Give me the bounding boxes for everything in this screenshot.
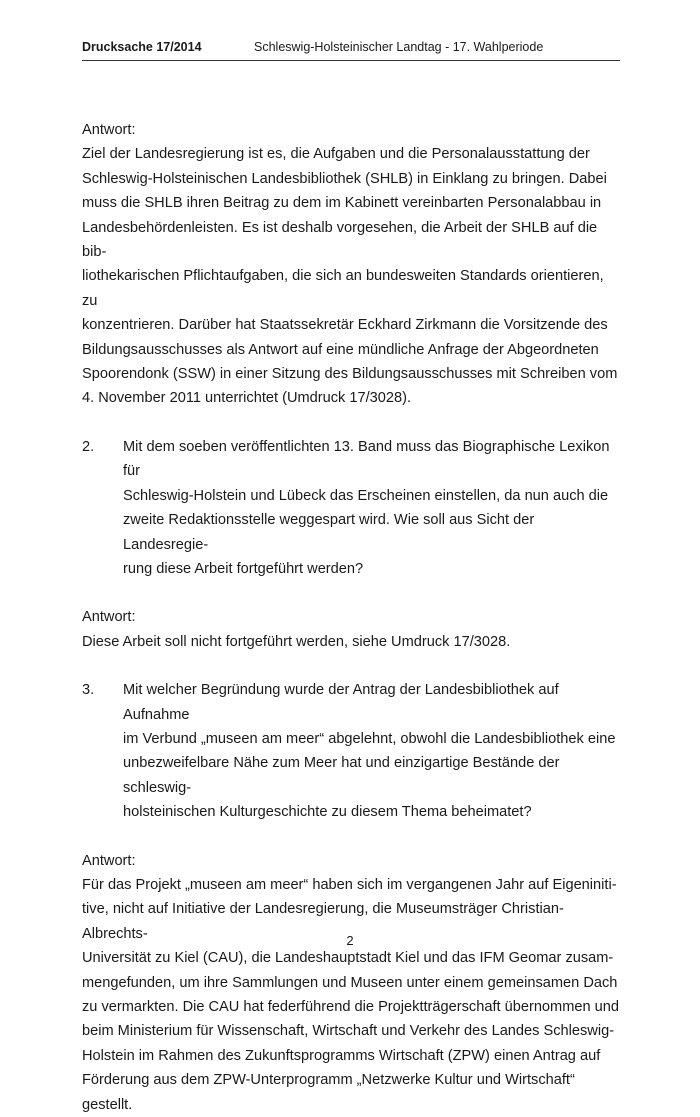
question-2 [82,435,622,581]
answer-line: tive, nicht auf Initiative der Landesregierung, die Museumsträger Christian-Albrechts- [82,901,564,942]
question-text [123,435,622,581]
question-line: Mit welcher Begründung wurde der Antrag der Landesbibliothek auf Aufnahme [123,682,559,723]
answer-line: zu vermarkten. Die CAU hat federführend die Projektträgerschaft übernommen und [82,999,619,1015]
question-line: unbezweifelbare Nähe zum Meer hat und einzigartige Bestände der schleswig- [123,755,560,796]
document-number: Drucksache 17/2014 [82,40,202,54]
question-line: holsteinischen Kulturgeschichte zu diesem Thema beheimatet? [123,804,532,821]
answer-line: 4. November 2011 unterrichtet (Umdruck 17/3028). [82,390,412,407]
answer-line: Universität zu Kiel (CAU), die Landeshauptstadt Kiel und das IFM Geomar zusam- [82,950,614,967]
answer-line: Ziel der Landesregierung ist es, die Aufgaben und die Personalausstattung der [82,146,590,163]
answer-line: Förderung aus dem ZPW-Unterprogramm „Netzwerke Kultur und Wirtschaft“ gestellt. [82,1072,575,1113]
answer-line: mengefunden, um ihre Sammlungen und Museen unter einem gemeinsamen Dach [82,974,618,991]
answer-label: Antwort: [82,122,136,138]
question-line: Mit dem soeben veröffentlichten 13. Band muss das Biographische Lexikon für [123,438,610,480]
question-line: zweite Redaktionsstelle weggespart wird. Wie soll aus Sicht der Landesregie- [123,512,535,553]
question-text [123,678,622,824]
answer-line: konzentrieren. Darüber hat Staatssekretär Eckhard Zirkmann die Vorsitzende des [82,317,608,334]
question-3 [82,678,622,824]
answer-line: liothekarischen Pflichtaufgaben, die sich an bundesweiten Standards orientieren, zu [82,268,604,309]
answer-line: beim Ministerium für Wissenschaft, Wirtschaft und Verkehr des Landes Schleswig- [82,1023,615,1040]
question-line: rung diese Arbeit fortgeführt werden? [123,560,364,577]
page-number: 2 [346,933,354,948]
parliament-title: Schleswig-Holsteinischer Landtag - 17. Wahlperiode [254,40,544,54]
page-header [82,36,620,61]
answer-line: muss die SHLB ihren Beitrag zu dem im Kabinett vereinbarten Personalabbau in [82,195,602,212]
answer-1 [82,142,622,410]
answer-line: Bildungsausschusses als Antwort auf eine mündliche Anfrage der Abgeordneten [82,341,599,358]
answer-line: Für das Projekt „museen am meer“ haben sich im vergangenen Jahr auf Eigeniniti- [82,876,617,893]
answer-line: Spoorendonk (SSW) in einer Sitzung des Bildungsausschusses mit Schreiben vom [82,366,618,383]
document-body [82,118,622,1117]
answer-label: Antwort: [82,609,136,626]
answer-2: Diese Arbeit soll nicht fortgeführt werden, siehe Umdruck 17/3028. [82,633,511,650]
question-number: 2. [82,438,95,455]
answer-line: Landesbehördenleisten. Es ist deshalb vorgesehen, die Arbeit der SHLB auf die bib- [82,219,598,261]
answer-3 [82,873,622,1117]
question-number: 3. [82,682,95,699]
answer-line: Schleswig-Holsteinischen Landesbibliothek (SHLB) in Einklang zu bringen. Dabei [82,170,607,187]
answer-label: Antwort: [82,852,136,869]
question-line: im Verbund „museen am meer“ abgelehnt, obwohl die Landesbibliothek eine [123,730,616,747]
answer-line: Holstein im Rahmen des Zukunftsprogramms Wirtschaft (ZPW) einen Antrag auf [82,1047,601,1064]
question-line: Schleswig-Holstein und Lübeck das Erscheinen einstellen, da nun auch die [123,487,609,504]
